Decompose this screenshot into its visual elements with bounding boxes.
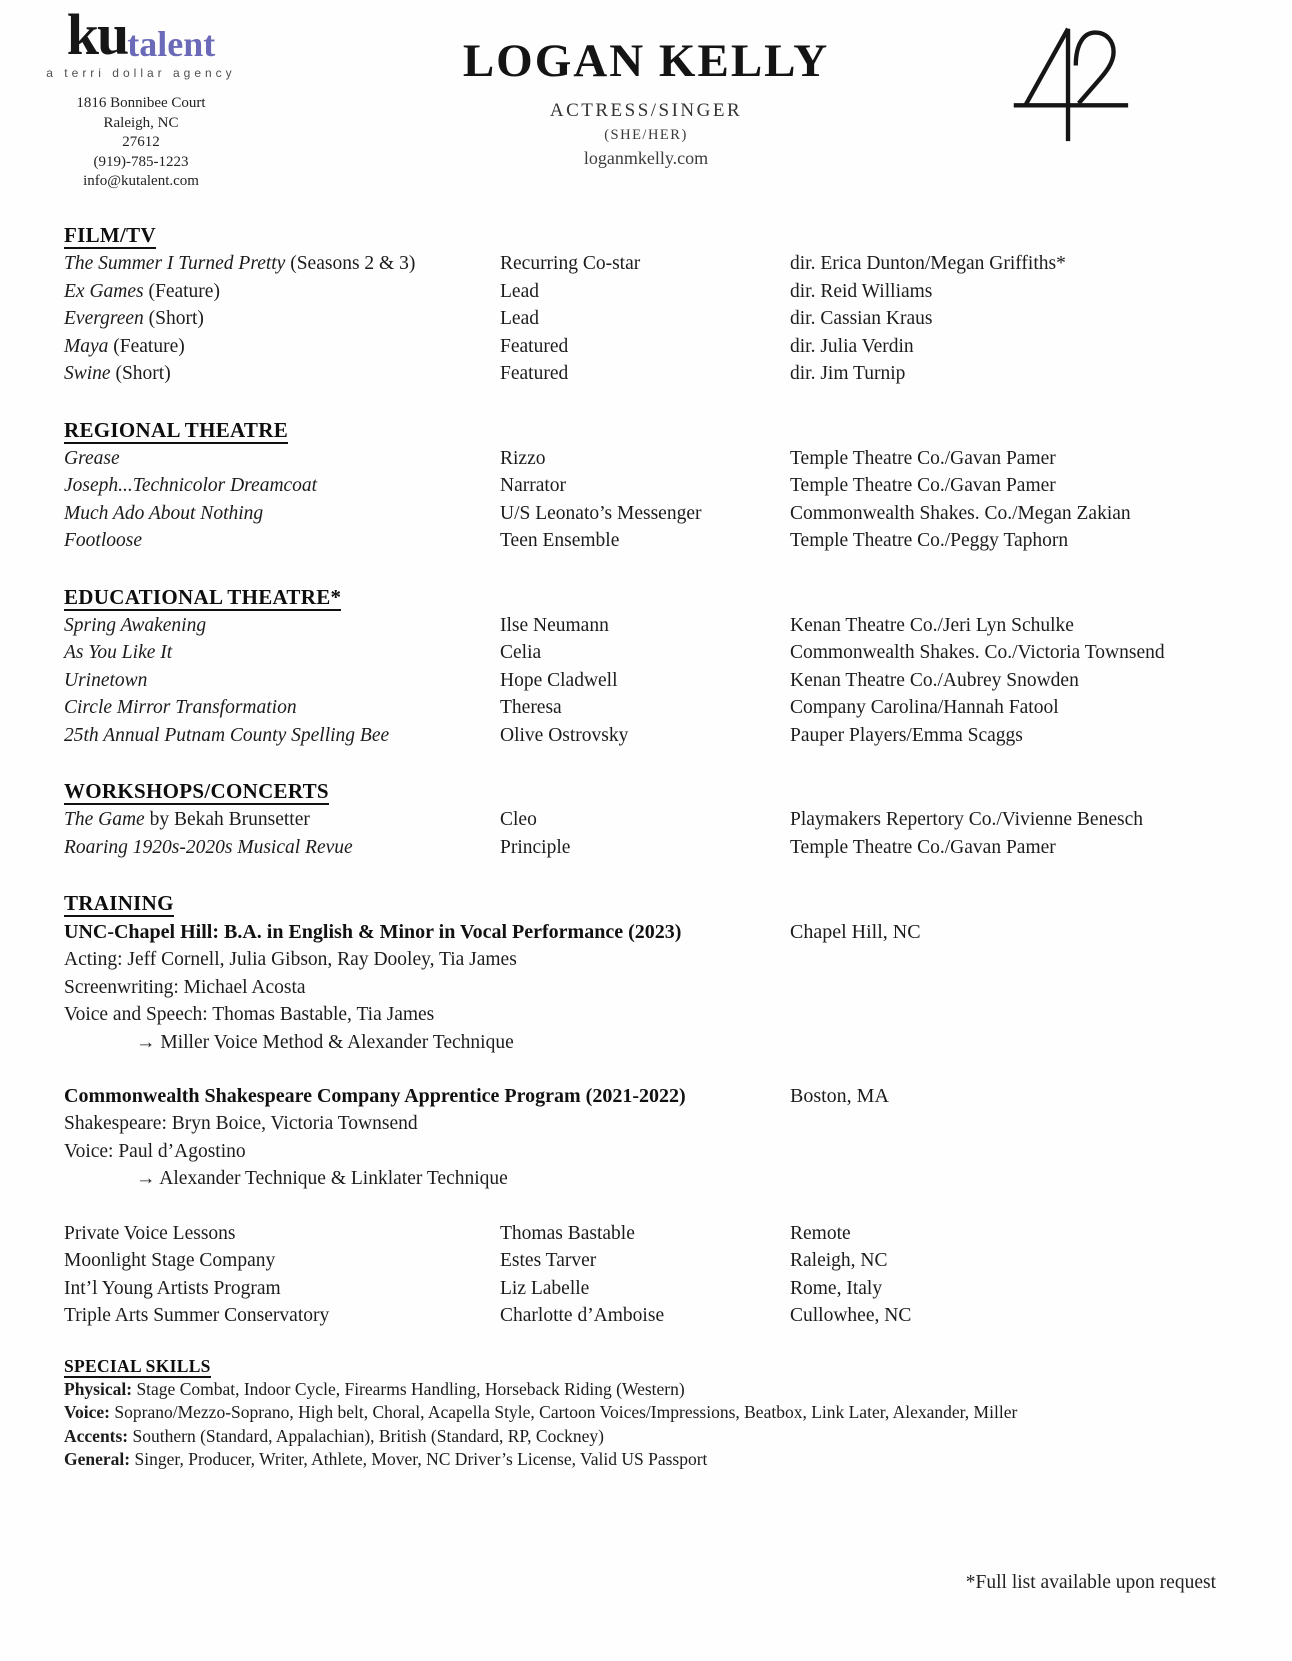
credit-company: Kenan Theatre Co./Aubrey Snowden — [790, 669, 1079, 691]
agency-address-line-0: 1816 Bonnibee Court — [76, 95, 206, 111]
training-program-head — [64, 1082, 1238, 1110]
credit-title-italic: Urinetown — [64, 669, 148, 691]
credit-title-italic: Roaring 1920s-2020s Musical Revue — [64, 836, 353, 858]
credit-role: Lead — [500, 308, 539, 329]
agency-logo-ku: ku — [66, 2, 128, 67]
credit-title-italic: Circle Mirror Transformation — [64, 697, 297, 718]
training-program-detail: Shakespeare: Bryn Boice, Victoria Townsend — [64, 1113, 418, 1134]
training-program-detail: Voice: Paul d’Agostino — [64, 1140, 246, 1162]
heading-text-regional-theatre: REGIONAL THEATRE — [64, 417, 288, 442]
credit-role: Celia — [500, 642, 542, 663]
performer-name: LOGAN KELLY — [462, 35, 830, 87]
skill-label: Accents: — [64, 1425, 129, 1446]
lesson-location: Raleigh, NC — [790, 1250, 888, 1271]
credit-company: Company Carolina/Hannah Fatool — [790, 697, 1059, 718]
heading-regional-theatre — [64, 415, 1238, 445]
credit-company: Commonwealth Shakes. Co./Megan Zakian — [790, 502, 1131, 524]
lesson-teacher: Thomas Bastable — [500, 1222, 635, 1244]
credit-role: U/S Leonato’s Messenger — [500, 502, 702, 524]
training-program-detail: Screenwriting: Michael Acosta — [64, 976, 306, 998]
credit-role: Rizzo — [500, 447, 546, 469]
lesson-location: Cullowhee, NC — [790, 1305, 912, 1326]
credit-sections — [64, 220, 1238, 861]
heading-educational-theatre — [64, 582, 1238, 612]
lesson-row — [64, 1275, 1238, 1303]
credit-company: Temple Theatre Co./Gavan Pamer — [790, 475, 1056, 496]
lesson-program: Moonlight Stage Company — [64, 1250, 276, 1271]
credit-title — [64, 278, 500, 306]
lesson-row — [64, 1302, 1238, 1330]
section-regional-theatre — [64, 415, 1238, 555]
credit-row — [64, 612, 1238, 640]
credit-role: Principle — [500, 836, 571, 858]
lesson-program: Private Voice Lessons — [64, 1222, 236, 1244]
heading-text-film-tv: FILM/TV — [64, 223, 156, 247]
credit-company: Pauper Players/Emma Scaggs — [790, 724, 1023, 746]
credit-role: Narrator — [500, 475, 567, 496]
skill-label: General: — [64, 1449, 131, 1469]
agency-address-line-4: info@kutalent.com — [83, 173, 199, 189]
credit-title — [64, 445, 500, 473]
special-skills-lines — [64, 1378, 1238, 1472]
section-training — [64, 888, 1238, 1330]
credit-role: Recurring Co-star — [500, 253, 641, 274]
credit-title-italic: Grease — [64, 447, 120, 469]
credit-title-italic: Maya — [64, 335, 109, 357]
credit-title-italic: 25th Annual Putnam County Spelling Bee — [64, 724, 390, 746]
credit-row — [64, 694, 1238, 722]
training-program-1 — [64, 1082, 1238, 1193]
credit-company: dir. Julia Verdin — [790, 335, 914, 357]
heading-film-tv — [64, 220, 1238, 250]
credit-company: dir. Reid Williams — [790, 280, 933, 302]
credit-title — [64, 472, 500, 500]
credit-company: Kenan Theatre Co./Jeri Lyn Schulke — [790, 614, 1074, 636]
lesson-row — [64, 1220, 1238, 1248]
credit-company: Temple Theatre Co./Peggy Taphorn — [790, 530, 1069, 551]
credit-row — [64, 527, 1238, 555]
skill-line: Voice: Soprano/Mezzo-Soprano, High belt, Choral, Acapella Style, Cartoon Voices/Impressions, Beatbox, Link Later, Alexander, Miller — [64, 1402, 1018, 1422]
lesson-program: Int’l Young Artists Program — [64, 1277, 281, 1299]
credit-row — [64, 722, 1238, 750]
resume-body — [64, 220, 1238, 1472]
credit-company: dir. Jim Turnip — [790, 363, 906, 384]
credit-company: Temple Theatre Co./Gavan Pamer — [790, 447, 1056, 469]
lesson-program: Triple Arts Summer Conservatory — [64, 1305, 330, 1326]
training-program-location: Chapel Hill, NC — [790, 921, 921, 943]
performer-title: ACTRESS/SINGER — [549, 99, 743, 121]
credit-row — [64, 445, 1238, 473]
credit-title-italic: The Summer I Turned Pretty — [64, 253, 286, 274]
section-special-skills — [64, 1354, 1238, 1472]
skill-line: Accents: Southern (Standard, Appalachian), British (Standard, RP, Cockney) — [64, 1425, 604, 1446]
credit-title — [64, 360, 500, 388]
credit-role: Featured — [500, 363, 569, 384]
lesson-teacher: Estes Tarver — [500, 1250, 597, 1271]
credit-row — [64, 278, 1238, 306]
skill-label: Physical: — [64, 1378, 133, 1399]
section-film-tv — [64, 220, 1238, 388]
lesson-teacher: Liz Labelle — [500, 1277, 590, 1299]
lesson-teacher: Charlotte d’Amboise — [500, 1305, 665, 1326]
credit-row — [64, 360, 1238, 388]
credit-title-suffix: (Feature) — [143, 280, 220, 302]
credit-title — [64, 694, 500, 722]
credit-title — [64, 722, 500, 750]
credit-row — [64, 305, 1238, 333]
agency-tagline: a terri dollar agency — [46, 66, 236, 80]
credit-role: Olive Ostrovsky — [500, 724, 629, 746]
credit-title — [64, 500, 500, 528]
credit-title-suffix: (Short) — [110, 363, 171, 384]
lesson-row — [64, 1247, 1238, 1275]
agency-logo-talent: talent — [127, 24, 216, 64]
special-skills-heading: SPECIAL SKILLS — [64, 1355, 211, 1376]
credit-title-italic: Joseph...Technicolor Dreamcoat — [64, 475, 318, 496]
credit-role: Lead — [500, 280, 539, 302]
credit-role: Ilse Neumann — [500, 614, 609, 636]
credit-title-suffix: by Bekah Brunsetter — [144, 809, 310, 830]
credit-role: Cleo — [500, 809, 537, 830]
credit-role: Featured — [500, 335, 569, 357]
credit-title-italic: Swine — [64, 363, 111, 384]
forty-two-logo-icon — [1006, 22, 1132, 149]
credit-title-suffix: (Seasons 2 & 3) — [285, 253, 416, 274]
credit-title — [64, 612, 500, 640]
training-program-name: Commonwealth Shakespeare Company Apprentice Program (2021-2022) — [64, 1085, 686, 1107]
credit-title-suffix: (Feature) — [108, 335, 185, 357]
credit-title-italic: The Game — [64, 809, 145, 830]
credit-row — [64, 834, 1238, 862]
credit-row — [64, 250, 1238, 278]
credit-row — [64, 806, 1238, 834]
credit-role: Hope Cladwell — [500, 669, 618, 691]
credit-company: dir. Cassian Kraus — [790, 308, 933, 329]
training-program-name: UNC-Chapel Hill: B.A. in English & Minor in Vocal Performance (2023) — [64, 921, 682, 943]
heading-workshops-concerts — [64, 776, 1238, 806]
training-program-detail: Voice and Speech: Thomas Bastable, Tia James — [64, 1004, 435, 1025]
skill-line: General: Singer, Producer, Writer, Athlete, Mover, NC Driver’s License, Valid US Passport — [64, 1449, 708, 1469]
agency-address-line-1: Raleigh, NC — [103, 114, 179, 131]
footnote: *Full list available upon request — [965, 1572, 1216, 1593]
credit-row — [64, 472, 1238, 500]
credit-company: Playmakers Repertory Co./Vivienne Benesch — [790, 809, 1143, 830]
credit-company: dir. Erica Dunton/Megan Griffiths* — [790, 253, 1066, 274]
credit-title-italic: Footloose — [64, 530, 142, 551]
section-workshops-concerts — [64, 776, 1238, 861]
credit-title-italic: Much Ado About Nothing — [64, 502, 264, 524]
credit-title — [64, 834, 500, 862]
performer-website: loganmkelly.com — [583, 147, 709, 168]
credit-role: Teen Ensemble — [500, 530, 620, 551]
credit-title-italic: As You Like It — [64, 642, 173, 663]
training-program-technique: → Alexander Technique & Linklater Technique — [136, 1168, 508, 1189]
credit-title — [64, 527, 500, 555]
lesson-location: Rome, Italy — [790, 1277, 883, 1299]
lesson-location: Remote — [790, 1222, 851, 1244]
section-educational-theatre — [64, 582, 1238, 750]
skill-line: Physical: Stage Combat, Indoor Cycle, Firearms Handling, Horseback Riding (Western) — [64, 1378, 685, 1399]
heading-text-educational-theatre: EDUCATIONAL THEATRE* — [64, 584, 342, 609]
training-programs — [64, 918, 1238, 1193]
credit-title — [64, 806, 500, 834]
credit-row — [64, 667, 1238, 695]
credit-title — [64, 305, 500, 333]
training-program-location: Boston, MA — [790, 1085, 889, 1107]
credit-title-italic: Spring Awakening — [64, 614, 207, 636]
credit-company: Commonwealth Shakes. Co./Victoria Townsend — [790, 642, 1165, 663]
credit-row — [64, 333, 1238, 361]
credit-row — [64, 639, 1238, 667]
credit-title-italic: Ex Games — [64, 280, 144, 302]
heading-text-workshops-concerts: WORKSHOPS/CONCERTS — [64, 779, 329, 803]
credit-role: Theresa — [500, 697, 562, 718]
credit-company: Temple Theatre Co./Gavan Pamer — [790, 836, 1056, 858]
credit-title — [64, 667, 500, 695]
agency-address-line-2: 27612 — [122, 134, 160, 150]
training-program-head — [64, 918, 1238, 946]
training-lessons — [64, 1220, 1238, 1330]
credit-title-suffix: (Short) — [143, 308, 204, 329]
credit-title — [64, 250, 500, 278]
performer-pronouns: (SHE/HER) — [604, 126, 688, 143]
credit-title-italic: Evergreen — [64, 308, 144, 329]
credit-title — [64, 333, 500, 361]
agency-address-line-3: (919)-785-1223 — [93, 153, 189, 170]
training-program-technique: → Miller Voice Method & Alexander Technique — [136, 1031, 514, 1053]
skill-label: Voice: — [64, 1402, 111, 1422]
credit-title — [64, 639, 500, 667]
training-program-0 — [64, 918, 1238, 1056]
credit-row — [64, 500, 1238, 528]
training-heading: TRAINING — [64, 891, 174, 915]
training-program-detail: Acting: Jeff Cornell, Julia Gibson, Ray Dooley, Tia James — [64, 949, 517, 970]
